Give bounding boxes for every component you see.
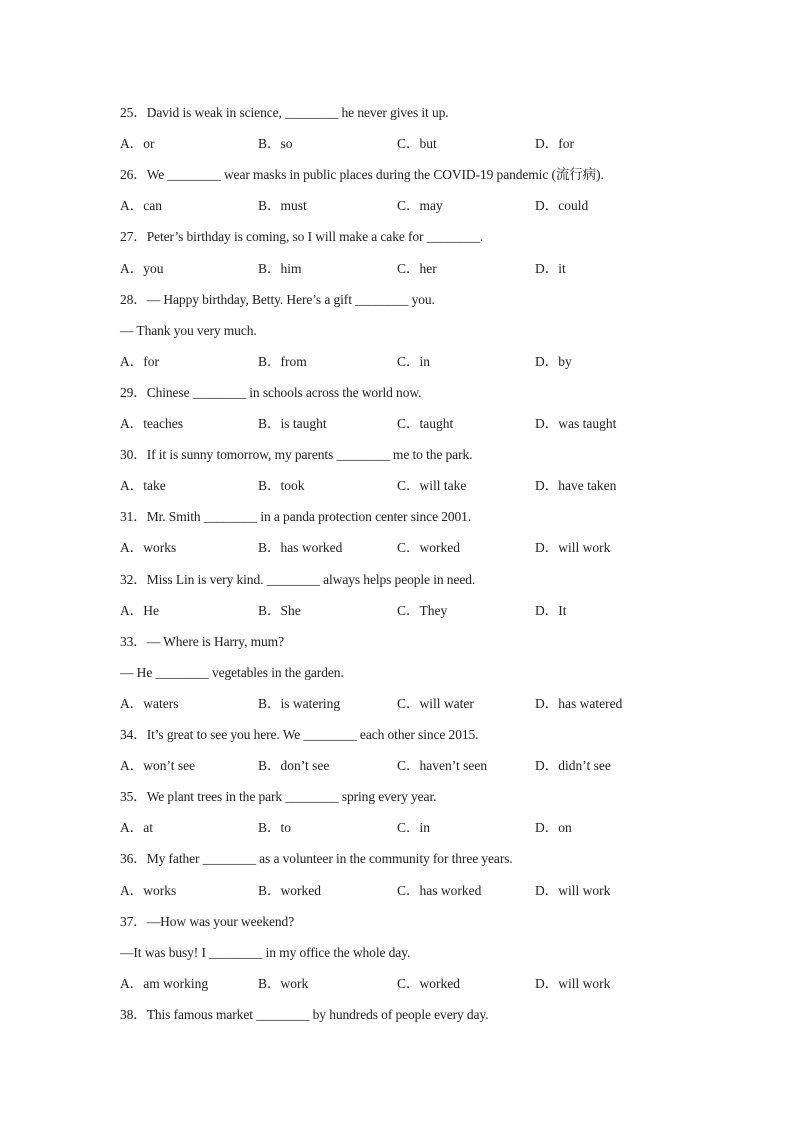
answer-option: D．it [535, 260, 566, 276]
answer-option: D．will work [535, 975, 611, 991]
answer-option: C．her [397, 260, 437, 276]
answer-option: A．He [120, 602, 159, 618]
answer-option: A．works [120, 540, 177, 556]
answer-option: B．took [258, 478, 305, 494]
answer-option: A．at [120, 820, 153, 836]
question-text: 31．Mr. Smith ________ in a panda protection center since 2001. [120, 509, 472, 525]
answer-option: A．am working [120, 975, 209, 991]
question-text: 30．If it is sunny tomorrow, my parents ________ me to the park. [120, 447, 473, 463]
answer-option: C．in [397, 820, 431, 836]
answer-option: B．work [258, 975, 309, 991]
answer-option: A．won’t see [120, 758, 196, 774]
question-text: — Thank you very much. [120, 322, 257, 338]
answer-option: D．will work [535, 540, 611, 556]
answer-option: D．It [535, 602, 567, 618]
question-text: 38．This famous market ________ by hundreds of people every day. [120, 1006, 489, 1022]
answer-option: C．taught [397, 416, 454, 431]
answer-option: A．waters [120, 695, 179, 711]
answer-option: B．worked [258, 882, 321, 898]
answer-option: C．haven’t seen [397, 758, 488, 774]
answer-option: A．teaches [120, 416, 183, 431]
answer-option: D．have taken [535, 478, 617, 494]
question-text: 27．Peter’s birthday is coming, so I will make a cake for ________. [120, 229, 484, 245]
question-text: 33．— Where is Harry, mum? [120, 633, 284, 649]
answer-option: A．for [120, 353, 159, 369]
answer-option: D．by [535, 353, 572, 369]
answer-option: B．is taught [258, 416, 327, 431]
answer-option: C．They [397, 602, 448, 618]
answer-option: B．don’t see [258, 758, 330, 774]
answer-option: D．was taught [535, 416, 617, 431]
question-text: 35．We plant trees in the park ________ spring every year. [120, 789, 437, 805]
answer-option: B．must [258, 198, 307, 214]
answer-option: B．so [258, 136, 293, 152]
answer-option: B．has worked [258, 540, 343, 556]
question-text: 25．David is weak in science, ________ he never gives it up. [120, 105, 449, 120]
answer-option: B．to [258, 820, 292, 836]
question-text: 28．— Happy birthday, Betty. Here’s a gift ________ you. [120, 291, 435, 307]
answer-option: D．has watered [535, 695, 623, 711]
question-text: 26．We ________ wear masks in public places during the COVID-19 pandemic (流行病). [120, 167, 604, 183]
answer-option: C．will take [397, 478, 467, 494]
question-text: 29．Chinese ________ in schools across the world now. [120, 384, 422, 400]
answer-option: B．from [258, 353, 307, 369]
answer-option: D．on [535, 820, 572, 836]
question-text: — He ________ vegetables in the garden. [120, 664, 344, 680]
answer-option: A．take [120, 478, 166, 494]
answer-option: C．worked [397, 975, 460, 991]
answer-option: C．has worked [397, 882, 482, 898]
answer-option: A．works [120, 882, 177, 898]
answer-option: C．will water [397, 695, 474, 711]
answer-option: A．you [120, 260, 164, 276]
answer-option: D．didn’t see [535, 758, 611, 774]
answer-option: B．is watering [258, 695, 341, 711]
answer-option: D．could [535, 198, 589, 214]
question-text: 32．Miss Lin is very kind. ________ always helps people in need. [120, 571, 476, 587]
answer-option: D．for [535, 136, 574, 152]
answer-option: C．but [397, 136, 437, 152]
answer-option: C．in [397, 353, 431, 369]
answer-option: A．can [120, 198, 162, 214]
question-text: 36．My father ________ as a volunteer in the community for three years. [120, 851, 513, 867]
question-text: 37．—How was your weekend? [120, 913, 295, 929]
answer-option: C．worked [397, 540, 460, 556]
answer-option: B．She [258, 602, 301, 618]
answer-option: D．will work [535, 882, 611, 898]
answer-option: B．him [258, 260, 302, 276]
question-text: 34．It’s great to see you here. We ________ each other since 2015. [120, 727, 479, 742]
answer-option: A．or [120, 136, 155, 152]
question-text: —It was busy! I ________ in my office the whole day. [120, 944, 411, 960]
answer-option: C．may [397, 198, 443, 214]
